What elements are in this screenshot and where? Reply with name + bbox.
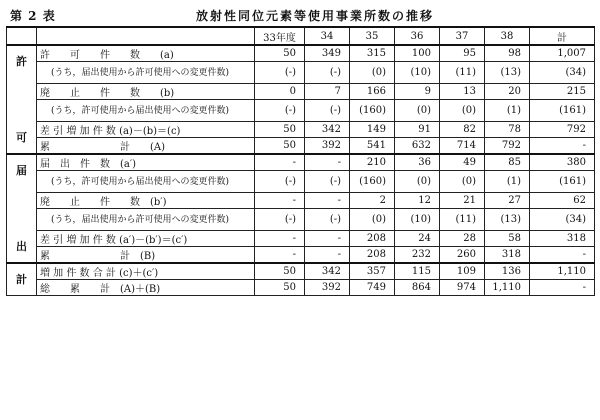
section-label-top: 計 xyxy=(16,272,27,286)
cell-value: 98 xyxy=(485,45,530,62)
cell-value: 392 xyxy=(305,138,350,155)
cell-value: 208 xyxy=(350,247,395,264)
cell-value: (161) xyxy=(530,100,595,122)
cell-value: 24 xyxy=(395,231,440,247)
row-label: 差 引 増 加 件 数 (a′)－(b′)＝(c′) xyxy=(37,231,255,247)
section-label-gap xyxy=(10,178,33,240)
column-header: 36 xyxy=(395,27,440,45)
cell-value: (0) xyxy=(350,209,395,231)
row-label: 届 出 件 数 (a′) xyxy=(37,154,255,171)
cell-value: (10) xyxy=(395,62,440,84)
cell-value: - xyxy=(255,247,305,264)
row-sublabel: (うち，許可使用から届出使用への変更件数) xyxy=(37,171,255,193)
cell-value: - xyxy=(255,154,305,171)
cell-value: 166 xyxy=(350,84,395,100)
cell-value: 208 xyxy=(350,231,395,247)
cell-value: (-) xyxy=(255,209,305,231)
cell-value: (0) xyxy=(395,100,440,122)
cell-value: 50 xyxy=(255,263,305,280)
cell-value: 100 xyxy=(395,45,440,62)
section-label xyxy=(7,263,37,296)
cell-value: 62 xyxy=(530,193,595,209)
section-label-gap xyxy=(10,69,33,131)
cell-value: (-) xyxy=(305,171,350,193)
cell-value: (10) xyxy=(395,209,440,231)
column-header: 35 xyxy=(350,27,395,45)
cell-value: 318 xyxy=(530,231,595,247)
cell-value: 13 xyxy=(440,84,485,100)
cell-value: (13) xyxy=(485,209,530,231)
cell-value: 380 xyxy=(530,154,595,171)
column-header: 38 xyxy=(485,27,530,45)
data-table xyxy=(6,26,595,296)
cell-value: - xyxy=(255,231,305,247)
cell-value: 91 xyxy=(395,122,440,138)
cell-value: 21 xyxy=(440,193,485,209)
cell-value: - xyxy=(305,193,350,209)
cell-value: 632 xyxy=(395,138,440,155)
cell-value: 109 xyxy=(440,263,485,280)
table-row xyxy=(7,280,595,296)
cell-value: 749 xyxy=(350,280,395,296)
cell-value: - xyxy=(305,247,350,264)
row-label: 増 加 件 数 合 計 (c)＋(c′) xyxy=(37,263,255,280)
cell-value: (11) xyxy=(440,62,485,84)
cell-value: 342 xyxy=(305,263,350,280)
row-label: 総 累 計 (A)＋(B) xyxy=(37,280,255,296)
cell-value: (161) xyxy=(530,171,595,193)
row-label: 許 可 件 数 (a) xyxy=(37,45,255,62)
cell-value: 792 xyxy=(485,138,530,155)
row-label: 累 計 (A) xyxy=(37,138,255,155)
corner-cell xyxy=(7,27,37,45)
cell-value: 1,110 xyxy=(530,263,595,280)
cell-value: 50 xyxy=(255,138,305,155)
cell-value: 49 xyxy=(440,154,485,171)
row-label: 廃 止 件 数 (b′) xyxy=(37,193,255,209)
section-label xyxy=(7,154,37,263)
table-row xyxy=(7,247,595,264)
cell-value: 392 xyxy=(305,280,350,296)
cell-value: 357 xyxy=(350,263,395,280)
cell-value: 28 xyxy=(440,231,485,247)
table-title: 放射性同位元素等使用事業所数の推移 xyxy=(196,9,435,23)
cell-value: (-) xyxy=(255,100,305,122)
cell-value: 36 xyxy=(395,154,440,171)
cell-value: (160) xyxy=(350,171,395,193)
table-row xyxy=(7,231,595,247)
table-row xyxy=(7,122,595,138)
cell-value: - xyxy=(530,138,595,155)
cell-value: 115 xyxy=(395,263,440,280)
column-header: 34 xyxy=(305,27,350,45)
cell-value: 9 xyxy=(395,84,440,100)
cell-value: 20 xyxy=(485,84,530,100)
column-header: 37 xyxy=(440,27,485,45)
cell-value: 85 xyxy=(485,154,530,171)
cell-value: 318 xyxy=(485,247,530,264)
cell-value: 864 xyxy=(395,280,440,296)
section-label-top: 許 xyxy=(16,54,27,68)
corner-cell xyxy=(37,27,255,45)
table-row xyxy=(7,45,595,62)
cell-value: - xyxy=(530,247,595,264)
table-number: 第 2 表 xyxy=(10,9,56,23)
table-row xyxy=(7,138,595,155)
cell-value: 0 xyxy=(255,84,305,100)
cell-value: (-) xyxy=(305,209,350,231)
cell-value: 215 xyxy=(530,84,595,100)
cell-value: - xyxy=(305,231,350,247)
cell-value: 136 xyxy=(485,263,530,280)
cell-value: 1,110 xyxy=(485,280,530,296)
cell-value: 50 xyxy=(255,45,305,62)
cell-value: (-) xyxy=(305,100,350,122)
cell-value: (1) xyxy=(485,100,530,122)
column-header: 計 xyxy=(530,27,595,45)
table-row xyxy=(7,100,595,122)
cell-value: 149 xyxy=(350,122,395,138)
cell-value: (1) xyxy=(485,171,530,193)
cell-value: 12 xyxy=(395,193,440,209)
cell-value: (0) xyxy=(395,171,440,193)
table-row xyxy=(7,209,595,231)
cell-value: 1,007 xyxy=(530,45,595,62)
cell-value: - xyxy=(305,154,350,171)
cell-value: (34) xyxy=(530,209,595,231)
cell-value: 974 xyxy=(440,280,485,296)
row-sublabel: (うち，届出使用から許可使用への変更件数) xyxy=(37,209,255,231)
cell-value: 2 xyxy=(350,193,395,209)
cell-value: (160) xyxy=(350,100,395,122)
cell-value: (-) xyxy=(255,62,305,84)
table-row xyxy=(7,171,595,193)
cell-value: (0) xyxy=(440,100,485,122)
cell-value: 50 xyxy=(255,280,305,296)
section-label-bottom: 可 xyxy=(16,130,27,144)
cell-value: - xyxy=(255,193,305,209)
table-row xyxy=(7,193,595,209)
table-row xyxy=(7,62,595,84)
cell-value: (13) xyxy=(485,62,530,84)
cell-value: 792 xyxy=(530,122,595,138)
row-label: 累 計 (B) xyxy=(37,247,255,264)
cell-value: 78 xyxy=(485,122,530,138)
cell-value: 342 xyxy=(305,122,350,138)
cell-value: 210 xyxy=(350,154,395,171)
table-row xyxy=(7,154,595,171)
row-sublabel: (うち，許可使用から届出使用への変更件数) xyxy=(37,100,255,122)
cell-value: (34) xyxy=(530,62,595,84)
row-label: 廃 止 件 数 (b) xyxy=(37,84,255,100)
cell-value: (0) xyxy=(440,171,485,193)
section-label-top: 届 xyxy=(16,163,27,177)
cell-value: 349 xyxy=(305,45,350,62)
cell-value: 315 xyxy=(350,45,395,62)
cell-value: 7 xyxy=(305,84,350,100)
column-header: 33年度 xyxy=(255,27,305,45)
table-row xyxy=(7,84,595,100)
cell-value: 95 xyxy=(440,45,485,62)
cell-value: (11) xyxy=(440,209,485,231)
row-sublabel: (うち，届出使用から許可使用への変更件数) xyxy=(37,62,255,84)
row-label: 差 引 増 加 件 数 (a)－(b)＝(c) xyxy=(37,122,255,138)
cell-value: 232 xyxy=(395,247,440,264)
table-header xyxy=(6,5,594,23)
section-label xyxy=(7,45,37,154)
cell-value: 541 xyxy=(350,138,395,155)
column-header-row xyxy=(7,27,595,45)
cell-value: 58 xyxy=(485,231,530,247)
cell-value: 82 xyxy=(440,122,485,138)
cell-value: - xyxy=(530,280,595,296)
cell-value: 260 xyxy=(440,247,485,264)
section-label-bottom: 出 xyxy=(16,239,27,253)
cell-value: 714 xyxy=(440,138,485,155)
cell-value: (0) xyxy=(350,62,395,84)
cell-value: 50 xyxy=(255,122,305,138)
table-row xyxy=(7,263,595,280)
cell-value: (-) xyxy=(305,62,350,84)
cell-value: (-) xyxy=(255,171,305,193)
cell-value: 27 xyxy=(485,193,530,209)
